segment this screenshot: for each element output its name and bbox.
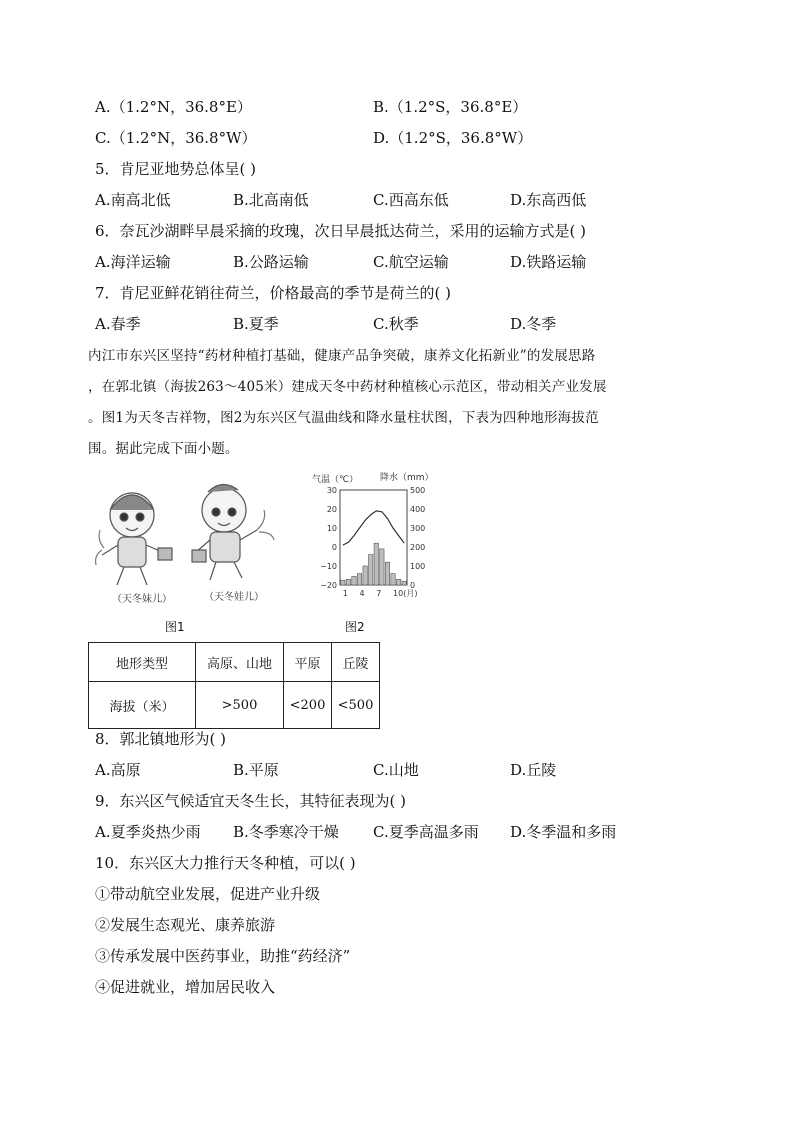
precip-tick-label: 0 [410,581,416,590]
precip-tick-labels [410,486,425,590]
girl-mascot-icon [96,493,172,585]
month-tick-label: 10(月) [393,589,418,598]
q9-option-d: D.冬季温和多雨 [510,823,617,841]
q6-option-d: D.铁路运输 [510,253,587,271]
q6-option-b: B.公路运输 [233,253,309,271]
temperature-curve [343,511,404,545]
temp-tick-labels [320,486,337,590]
table-header-cell: 高原、山地 [196,643,284,682]
q6-option-a: A.海洋运输 [95,253,171,271]
q10-item-2: ②发展生态观光、康养旅游 [95,916,276,934]
table-header-cell: 丘陵 [332,643,380,682]
precipitation-bar [380,549,384,585]
table-header-cell: 平原 [284,643,332,682]
elevation-table [88,642,380,729]
precip-tick-label: 100 [410,562,426,571]
q9-option-a: A.夏季炎热少雨 [95,823,201,841]
precipitation-bar [346,579,350,585]
q8-option-d: D.丘陵 [510,761,557,779]
q8-option-c: C.山地 [373,761,419,779]
q7-option-c: C.秋季 [373,315,419,333]
table-cell: >500 [196,682,284,729]
precipitation-bar [374,543,378,585]
figure-2-caption: 图2 [345,620,365,634]
q9-option-b: B.冬季寒冷干燥 [233,823,339,841]
q4-option-a: A.（1.2°N，36.8°E） [95,98,252,116]
q7-option-a: A.春季 [95,315,141,333]
precipitation-bar [396,579,400,585]
table-cell: <500 [332,682,380,729]
table-cell: 海拔（米） [89,682,196,729]
q8-option-a: A.高原 [95,761,141,779]
precipitation-bar [352,576,356,585]
q10-item-3: ③传承发展中医药事业，助推“药经济” [95,947,351,965]
q5-option-d: D.东高西低 [510,191,587,209]
temp-tick-label: 20 [326,505,337,514]
month-tick-label: 1 [342,589,348,598]
temp-tick-label: −20 [320,581,337,590]
q10-item-1: ①带动航空业发展，促进产业升级 [95,885,321,903]
precipitation-bar [391,574,395,585]
q10-item-4: ④促进就业，增加居民收入 [95,978,276,996]
q8-option-b: B.平原 [233,761,279,779]
month-tick-labels [343,589,418,598]
passage-line-2: ，在郭北镇（海拔263～405米）建成天冬中药材种植核心示范区，带动相关产业发展 [88,379,607,395]
plot-frame [340,490,407,585]
temp-tick-label: 10 [326,524,337,533]
temp-tick-label: 0 [331,543,337,552]
precipitation-bar [363,566,367,585]
q5-option-b: B.北高南低 [233,191,309,209]
month-tick-label: 7 [376,589,382,598]
q5-option-a: A.南高北低 [95,191,171,209]
girl-mascot-label: （天冬妹儿） [112,594,172,605]
precip-tick-label: 200 [410,543,426,552]
month-tick-label: 4 [359,589,365,598]
precipitation-bar [369,555,373,585]
precipitation-bar [341,580,345,585]
precip-tick-label: 500 [410,486,426,495]
passage-line-3: 。图1为天冬吉祥物，图2为东兴区气温曲线和降水量柱状图，下表为四种地形海拔范 [88,410,599,426]
temp-tick-label: −10 [320,562,337,571]
q8-stem: 8．郭北镇地形为( ) [95,730,227,748]
passage-line-4: 围。据此完成下面小题。 [88,441,239,457]
q4-option-b: B.（1.2°S，36.8°E） [373,98,528,116]
mascots-illustration [92,470,282,610]
q4-option-d: D.（1.2°S，36.8°W） [373,129,533,147]
q5-stem: 5．肯尼亚地势总体呈( ) [95,160,257,178]
q7-option-d: D.冬季 [510,315,557,333]
q9-stem: 9．东兴区气候适宜天冬生长，其特征表现为( ) [95,792,407,810]
climate-chart-svg [310,470,450,610]
table-header-cell: 地形类型 [89,643,196,682]
precip-tick-label: 300 [410,524,426,533]
precipitation-bar [385,562,389,585]
precipitation-bars [341,543,407,585]
figure-1-caption: 图1 [165,620,185,634]
precipitation-bar [402,581,406,585]
temp-axis-label: 气温（℃） [312,475,359,485]
table-header-row [89,643,380,682]
precipitation-bar [357,574,361,585]
q10-stem: 10．东兴区大力推行天冬种植，可以( ) [95,854,356,872]
q4-option-c: C.（1.2°N，36.8°W） [95,129,257,147]
temp-tick-label: 30 [326,486,337,495]
q7-option-b: B.夏季 [233,315,279,333]
table-cell: <200 [284,682,332,729]
passage-line-1: 内江市东兴区坚持“药材种植打基础，健康产品争突破，康养文化拓新业”的发展思路 [88,348,596,364]
q6-option-c: C.航空运输 [373,253,449,271]
figure-1-mascots [92,470,282,610]
precip-axis-label: 降水（mm） [380,473,434,483]
boy-mascot-label: （天冬娃儿） [204,592,264,603]
q9-option-c: C.夏季高温多雨 [373,823,479,841]
precip-tick-label: 400 [410,505,426,514]
q6-stem: 6．奈瓦沙湖畔早晨采摘的玫瑰，次日早晨抵达荷兰，采用的运输方式是( ) [95,222,587,240]
q7-stem: 7．肯尼亚鲜花销往荷兰，价格最高的季节是荷兰的( ) [95,284,452,302]
q5-option-c: C.西高东低 [373,191,449,209]
table-row [89,682,380,729]
figure-2-climate-chart [310,470,450,610]
boy-mascot-icon [192,484,274,580]
